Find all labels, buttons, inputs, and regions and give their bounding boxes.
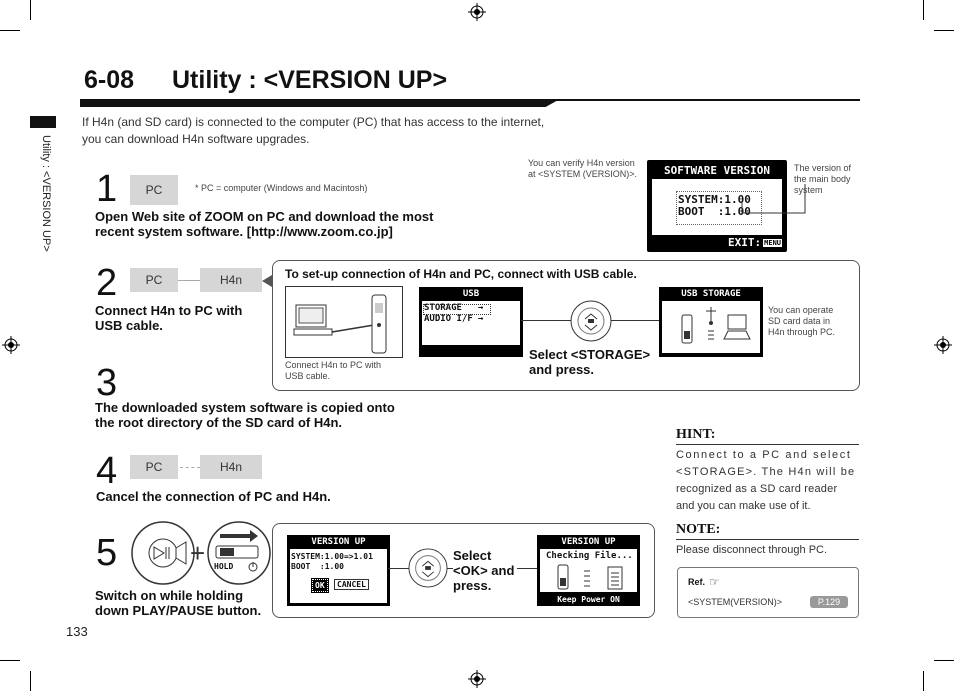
caption-line: USB cable. — [285, 371, 331, 381]
step-text-line: down PLAY/PAUSE button. — [95, 603, 262, 618]
crop-mark — [934, 30, 954, 31]
screen-system: SYSTEM:1.00 — [678, 193, 751, 206]
vu-screen-title: VERSION UP — [311, 537, 366, 547]
dial-button-icon — [408, 548, 448, 588]
verify-line: at <SYSTEM (VERSION)>. — [528, 169, 638, 179]
pc-tag: PC — [130, 268, 178, 292]
pc-note: * PC = computer (Windows and Macintosh) — [195, 183, 368, 193]
step-text-line: USB cable. — [95, 318, 163, 333]
usb-item-audio: AUDIO I/F — [424, 314, 473, 324]
step-number: 2 — [96, 262, 118, 304]
h4n-tag: H4n — [200, 455, 262, 479]
pc-tag: PC — [130, 175, 178, 205]
intro-line: you can download H4n software upgrades. — [82, 132, 310, 146]
ref-item: <SYSTEM(VERSION)> — [688, 597, 783, 607]
operate-line: SD card data in — [768, 316, 831, 326]
page-number: 133 — [66, 624, 88, 639]
note-heading: NOTE: — [676, 522, 721, 537]
select-line: press. — [453, 578, 492, 593]
operate-note — [768, 305, 843, 338]
side-tab — [30, 116, 56, 128]
step-text-line: The downloaded system software is copied onto — [95, 400, 395, 415]
hint-rule — [676, 444, 859, 445]
note-rule — [676, 539, 859, 540]
hint-line: Connect to a PC and select — [676, 449, 852, 461]
step-text-line: Open Web site of ZOOM on PC and download the most — [95, 209, 434, 224]
step-number: 1 — [96, 168, 118, 210]
step4-text: Cancel the connection of PC and H4n. — [96, 489, 331, 504]
step-number: 5 — [96, 532, 118, 574]
side-label: Utility : <VERSION UP> — [40, 135, 52, 252]
check-bottom: Keep Power ON — [557, 595, 620, 604]
storage-screen-title: USB STORAGE — [681, 289, 741, 299]
verify-note — [528, 158, 637, 180]
cancel-button[interactable]: CANCEL — [334, 579, 369, 590]
screen-title: SOFTWARE VERSION — [664, 164, 770, 177]
intro-line: If H4n (and SD card) is connected to the computer (PC) that has access to the internet, — [82, 115, 545, 129]
section-title: Utility : <VERSION UP> — [172, 66, 448, 94]
crop-mark — [0, 30, 20, 31]
crop-mark — [0, 660, 20, 661]
check-screen-body — [540, 549, 637, 592]
select-line: Select — [453, 548, 492, 563]
pc-usb-illustration-icon — [286, 287, 402, 357]
menu-key-icon: MENU — [764, 238, 781, 247]
usb-screen-title: USB — [462, 289, 480, 299]
select-line: <OK> and — [453, 563, 515, 578]
ref-page-badge[interactable]: P.129 — [810, 596, 848, 608]
usb-panel-title: To set-up connection of H4n and PC, connect with USB cable. — [285, 267, 637, 281]
usb-storage-icon — [662, 301, 760, 353]
verify-line: You can verify H4n version — [528, 158, 635, 168]
step-text-line: recent system software. [http://www.zoom.co.jp] — [95, 224, 393, 239]
usb-item-storage-label: STORAGE — [424, 303, 462, 313]
pointing-hand-icon: ☞ — [709, 575, 720, 589]
panel-pointer — [262, 275, 272, 287]
crop-mark — [934, 660, 954, 661]
check-text: Checking File... — [546, 551, 633, 561]
version-callout — [794, 163, 860, 196]
storage-screen-body — [662, 301, 760, 353]
select-line: Select <STORAGE> — [529, 347, 651, 362]
callout-line-text: the main body — [794, 174, 851, 184]
step-number: 3 — [96, 362, 118, 404]
usb-storage-screen — [659, 287, 763, 357]
ok-button[interactable]: OK — [312, 579, 328, 592]
usb-screen-body — [422, 301, 520, 345]
ref-label-row — [688, 575, 720, 589]
step-text-line: Switch on while holding — [95, 588, 244, 603]
h4n-tag: H4n — [200, 268, 262, 292]
screen-boot: BOOT :1.00 — [678, 205, 751, 218]
sd-card-transfer-icon — [540, 549, 637, 592]
hint-line: recognized as a SD card reader — [676, 483, 838, 495]
ref-box — [677, 567, 859, 618]
step-text-line: the root directory of the SD card of H4n. — [95, 415, 343, 430]
operate-line: H4n through PC. — [768, 327, 836, 337]
step-text-line: Connect H4n to PC with — [95, 303, 243, 318]
step2-text — [95, 303, 242, 333]
hint-text — [676, 447, 859, 515]
callout-line-text: system — [794, 185, 823, 195]
registration-mark-icon — [934, 336, 952, 354]
play-pause-button-icon — [130, 520, 196, 586]
callout-line-text: The version of — [794, 163, 852, 173]
version-up-screen — [287, 535, 390, 606]
checking-file-screen — [537, 535, 640, 606]
connection-illustration — [285, 286, 403, 358]
hint-line: and you can make use of it. — [676, 500, 811, 512]
ref-label: Ref. — [688, 577, 706, 587]
page-title — [84, 66, 447, 95]
dial-button-icon — [570, 300, 612, 342]
section-number: 6-08 — [84, 66, 135, 94]
select-storage-text — [529, 347, 650, 377]
title-wedge — [80, 99, 560, 107]
screen-exit: EXIT: — [728, 236, 762, 249]
crop-mark — [30, 0, 31, 20]
intro-text — [82, 114, 544, 148]
screen-exit-row — [728, 236, 782, 249]
step-number: 4 — [96, 450, 118, 492]
registration-mark-icon — [2, 336, 20, 354]
plus-icon: + — [190, 538, 206, 568]
step1-text — [95, 209, 433, 239]
note-text: Please disconnect through PC. — [676, 544, 828, 556]
step5-text — [95, 588, 261, 618]
operate-line: You can operate — [768, 305, 834, 315]
check-screen-title: VERSION UP — [561, 537, 616, 547]
vu-system: SYSTEM:1.00=>1.01 — [291, 552, 373, 561]
crop-mark — [30, 671, 31, 691]
registration-mark-icon — [468, 670, 486, 688]
hold-label: HOLD — [214, 562, 234, 571]
hint-heading: HINT: — [676, 427, 716, 442]
arrow-right-icon: → — [478, 314, 484, 324]
connect-caption — [285, 360, 401, 382]
select-ok-text — [453, 548, 517, 593]
registration-mark-icon — [468, 3, 486, 21]
vu-screen-body — [290, 549, 387, 603]
pc-tag: PC — [130, 455, 178, 479]
tag-disconnect-line — [180, 467, 200, 468]
caption-line: Connect H4n to PC with — [285, 360, 382, 370]
usb-menu-screen — [419, 287, 523, 357]
power-hold-switch-icon — [206, 520, 272, 586]
hint-line: <STORAGE>. The H4n will be — [676, 466, 856, 478]
step3-text — [95, 400, 395, 430]
crop-mark — [923, 0, 924, 20]
tag-connector — [178, 280, 200, 281]
crop-mark — [923, 671, 924, 691]
select-line: and press. — [529, 362, 595, 377]
arrow-right-icon: → — [478, 303, 484, 313]
vu-boot: BOOT :1.00 — [291, 562, 344, 571]
